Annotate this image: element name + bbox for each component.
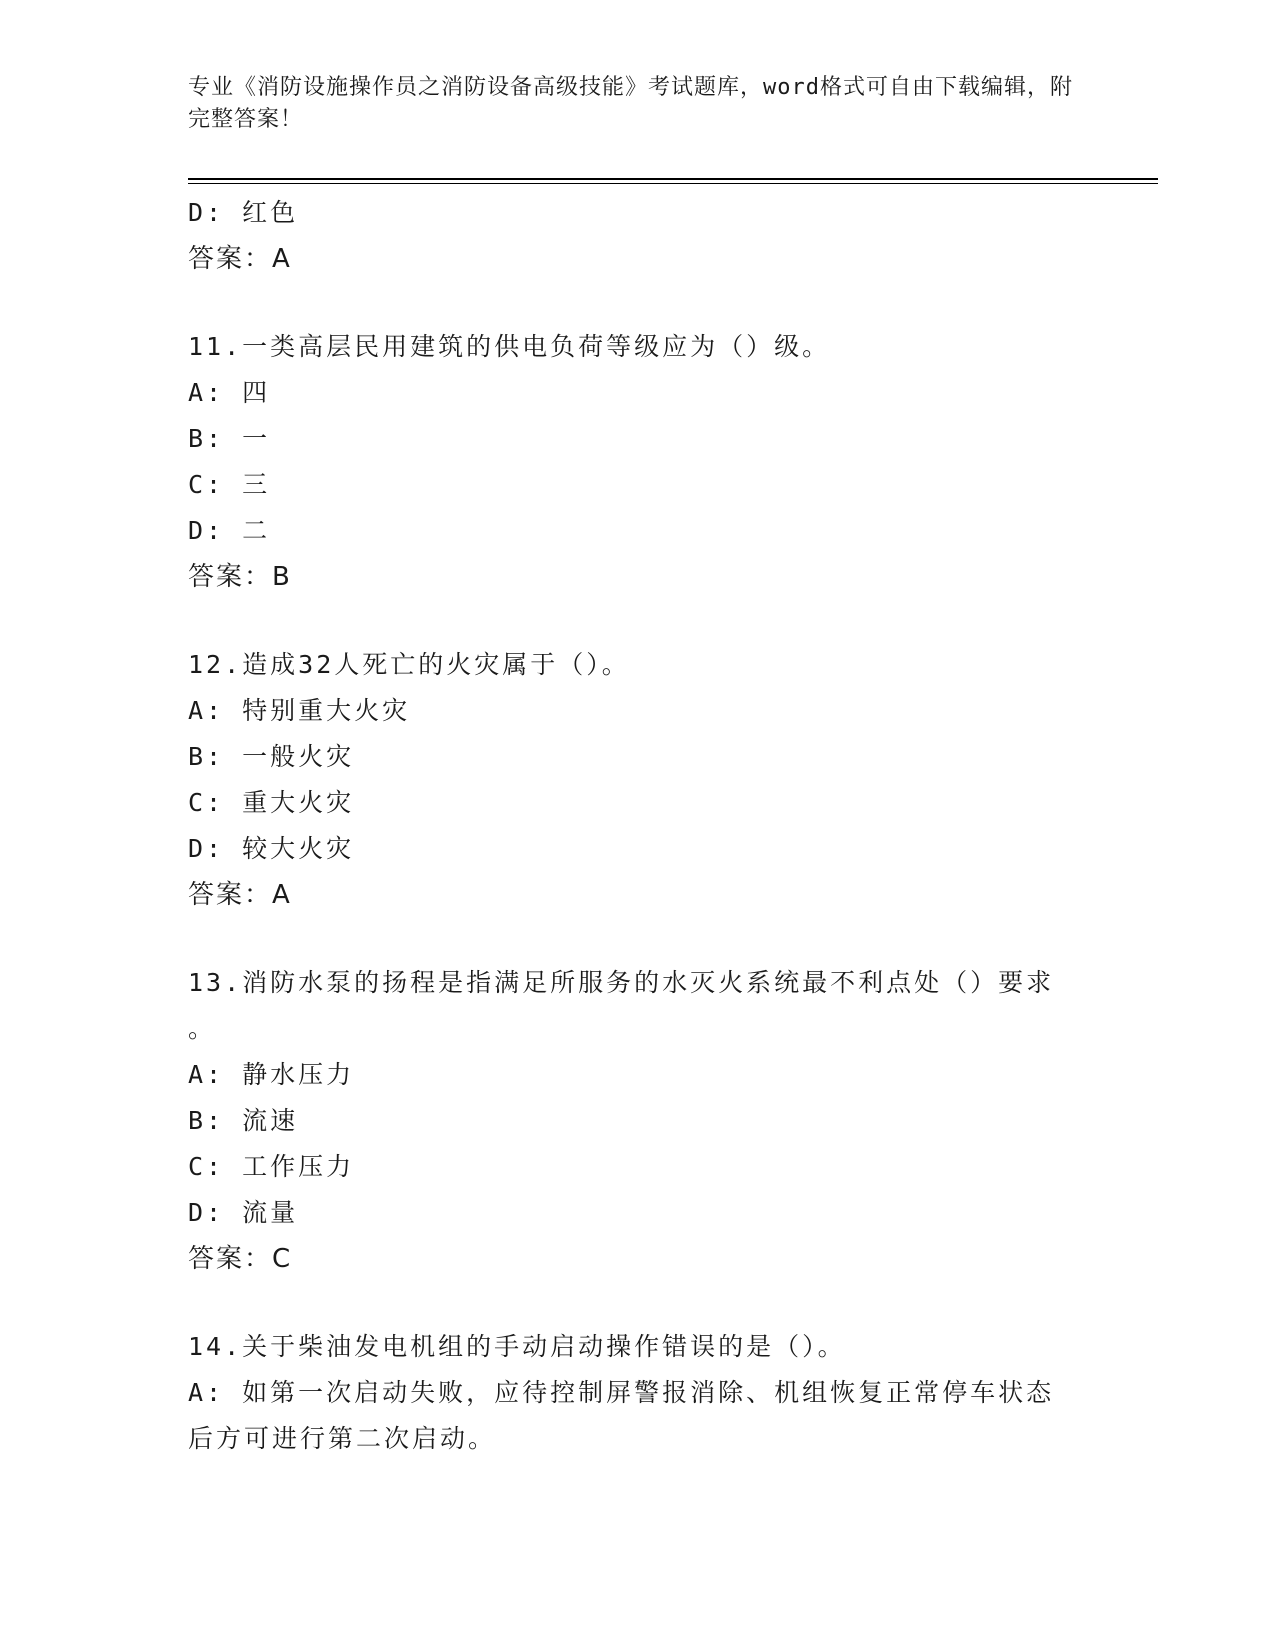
question-12 [188, 642, 1078, 918]
answer: 答案：A [188, 244, 292, 274]
spacer [188, 918, 1078, 960]
option-d: D: 红色 [188, 198, 299, 227]
option-d: D: 较大火灾 [188, 834, 355, 863]
spacer [188, 282, 1078, 324]
question-stem-continued: 。 [188, 1014, 217, 1043]
option-c: C: 工作压力 [188, 1152, 355, 1181]
option-a: A: 静水压力 [188, 1060, 355, 1089]
option-b: B: 一般火灾 [188, 742, 355, 771]
answer: 答案：C [188, 1244, 293, 1274]
header-divider-thick [188, 178, 1158, 180]
question-13 [188, 960, 1078, 1282]
option-a: A: 特别重大火灾 [188, 696, 411, 725]
option-a: A: 四 [188, 378, 271, 407]
option-b: B: 一 [188, 424, 271, 453]
answer: 答案：A [188, 880, 292, 910]
spacer [188, 600, 1078, 642]
question-stem: 12.造成32人死亡的火灾属于（）。 [188, 650, 630, 679]
option-d: D: 二 [188, 516, 271, 545]
option-c: C: 三 [188, 470, 271, 499]
question-stem: 14.关于柴油发电机组的手动启动操作错误的是（）。 [188, 1332, 846, 1361]
question-stem: 13.消防水泵的扬程是指满足所服务的水灭火系统最不利点处（）要求 [188, 968, 1055, 997]
question-stem: 11.一类高层民用建筑的供电负荷等级应为（）级。 [188, 332, 831, 361]
header-divider-thin [188, 183, 1158, 184]
answer: 答案：B [188, 562, 292, 592]
question-14 [188, 1324, 1078, 1462]
option-a-continued: 后方可进行第二次启动。 [188, 1424, 497, 1453]
option-c: C: 重大火灾 [188, 788, 355, 817]
question-list [188, 190, 1078, 1462]
option-b: B: 流速 [188, 1106, 299, 1135]
spacer [188, 1282, 1078, 1324]
option-d: D: 流量 [188, 1198, 299, 1227]
option-a: A: 如第一次启动失败，应待控制屏警报消除、机组恢复正常停车状态 [188, 1378, 1055, 1407]
question-11 [188, 324, 1078, 600]
page-header: 专业《消防设施操作员之消防设备高级技能》考试题库，word格式可自由下载编辑，附完整答案！ [188, 75, 1073, 132]
